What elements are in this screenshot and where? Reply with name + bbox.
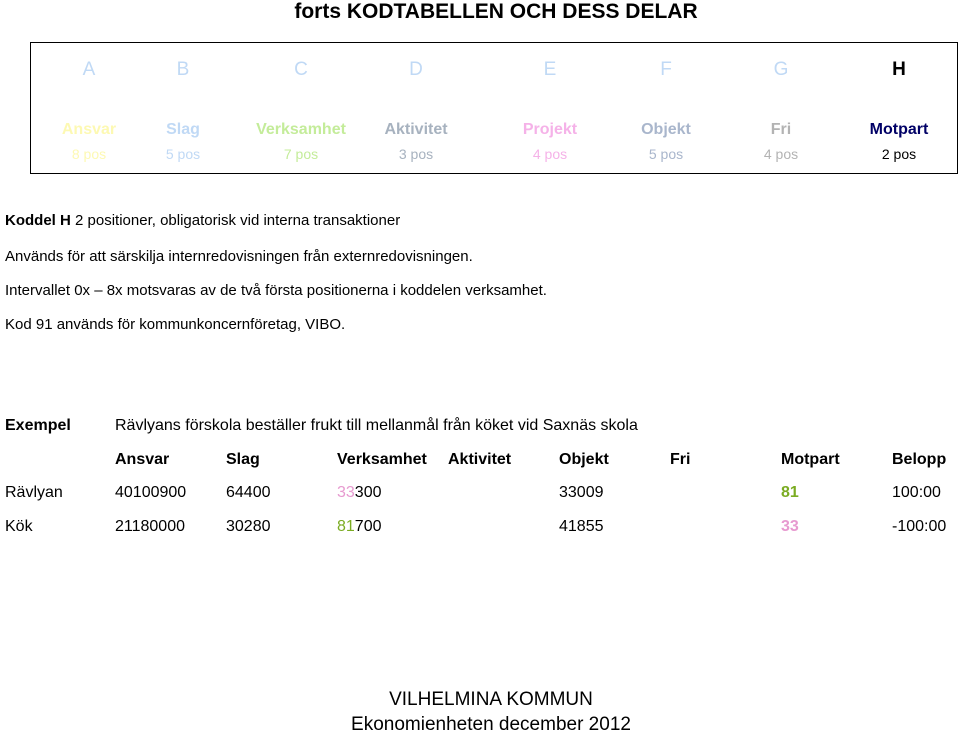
column-letter: F <box>660 59 672 80</box>
column-pos: 2 pos <box>881 146 917 162</box>
column-g <box>723 43 839 173</box>
cell-ansvar: 40100900 <box>115 484 187 501</box>
column-name: Objekt <box>641 121 691 138</box>
column-name: Projekt <box>522 121 578 138</box>
header-slag: Slag <box>226 451 260 468</box>
header-belopp: Belopp <box>892 451 947 468</box>
column-h <box>841 43 957 173</box>
header-fri: Fri <box>670 451 691 468</box>
column-name: Aktivitet <box>384 121 448 138</box>
header-objekt: Objekt <box>559 451 609 468</box>
column-name: Ansvar <box>61 121 117 138</box>
column-e <box>492 43 608 173</box>
column-letter: A <box>82 59 96 80</box>
column-name: Slag <box>166 121 200 138</box>
verksamhet-highlight: 81 <box>337 518 355 535</box>
koddel-text: 2 positioner, obligatorisk vid interna transaktioner <box>70 212 401 229</box>
column-pos: 4 pos <box>532 146 568 162</box>
column-pos: 5 pos <box>165 146 201 162</box>
verksamhet-highlight: 33 <box>337 484 355 501</box>
verksamhet-rest: 700 <box>354 518 382 535</box>
column-f <box>608 43 724 173</box>
row-label: Rävlyan <box>5 484 63 501</box>
column-pos: 7 pos <box>283 146 319 162</box>
header-motpart: Motpart <box>781 451 840 468</box>
info-line-4: Kod 91 används för kommunkoncernföretag, VIBO. <box>5 316 346 333</box>
info-line-3: Intervallet 0x – 8x motsvaras av de två första positionerna i koddelen verksamhet. <box>5 282 547 299</box>
verksamhet-rest: 300 <box>354 484 382 501</box>
column-letter: C <box>294 59 308 80</box>
column-pos: 8 pos <box>71 146 107 162</box>
column-c <box>243 43 359 173</box>
header-ansvar: Ansvar <box>115 451 170 468</box>
column-pos: 3 pos <box>398 146 434 162</box>
column-letter: G <box>773 59 789 80</box>
column-name: Motpart <box>869 121 929 138</box>
cell-slag: 64400 <box>226 484 271 501</box>
footer-dept: Ekonomienheten december 2012 <box>351 714 631 735</box>
row-label: Kök <box>5 518 33 535</box>
column-name: Fri <box>770 121 792 138</box>
column-pos: 5 pos <box>648 146 684 162</box>
cell-slag: 30280 <box>226 518 271 535</box>
example-label: Exempel <box>5 417 71 434</box>
column-letter: H <box>892 59 906 80</box>
cell-motpart: 81 <box>781 484 799 501</box>
column-b <box>125 43 241 173</box>
column-d <box>358 43 474 173</box>
cell-verksamhet <box>337 483 382 503</box>
example-description: Rävlyans förskola beställer frukt till mellanmål från köket vid Saxnäs skola <box>115 417 638 434</box>
code-table <box>30 42 958 174</box>
cell-belopp: -100:00 <box>892 518 947 535</box>
cell-verksamhet <box>337 517 382 537</box>
cell-ansvar: 21180000 <box>115 518 185 535</box>
info-line-1 <box>5 212 400 230</box>
header-aktivitet: Aktivitet <box>448 451 512 468</box>
cell-motpart: 33 <box>781 518 799 535</box>
info-line-2: Används för att särskilja internredovisningen från externredovisningen. <box>5 248 473 265</box>
footer-org: VILHELMINA KOMMUN <box>389 689 593 710</box>
column-letter: E <box>543 59 557 80</box>
column-pos: 4 pos <box>763 146 799 162</box>
koddel-label: Koddel H <box>5 212 71 229</box>
column-letter: B <box>176 59 190 80</box>
cell-objekt: 41855 <box>559 518 604 535</box>
cell-objekt: 33009 <box>559 484 604 501</box>
header-verksamhet: Verksamhet <box>337 451 427 468</box>
column-letter: D <box>409 59 423 80</box>
cell-belopp: 100:00 <box>892 484 941 501</box>
column-name: Verksamhet <box>256 121 346 138</box>
page-title: forts KODTABELLEN OCH DESS DELAR <box>294 0 698 23</box>
